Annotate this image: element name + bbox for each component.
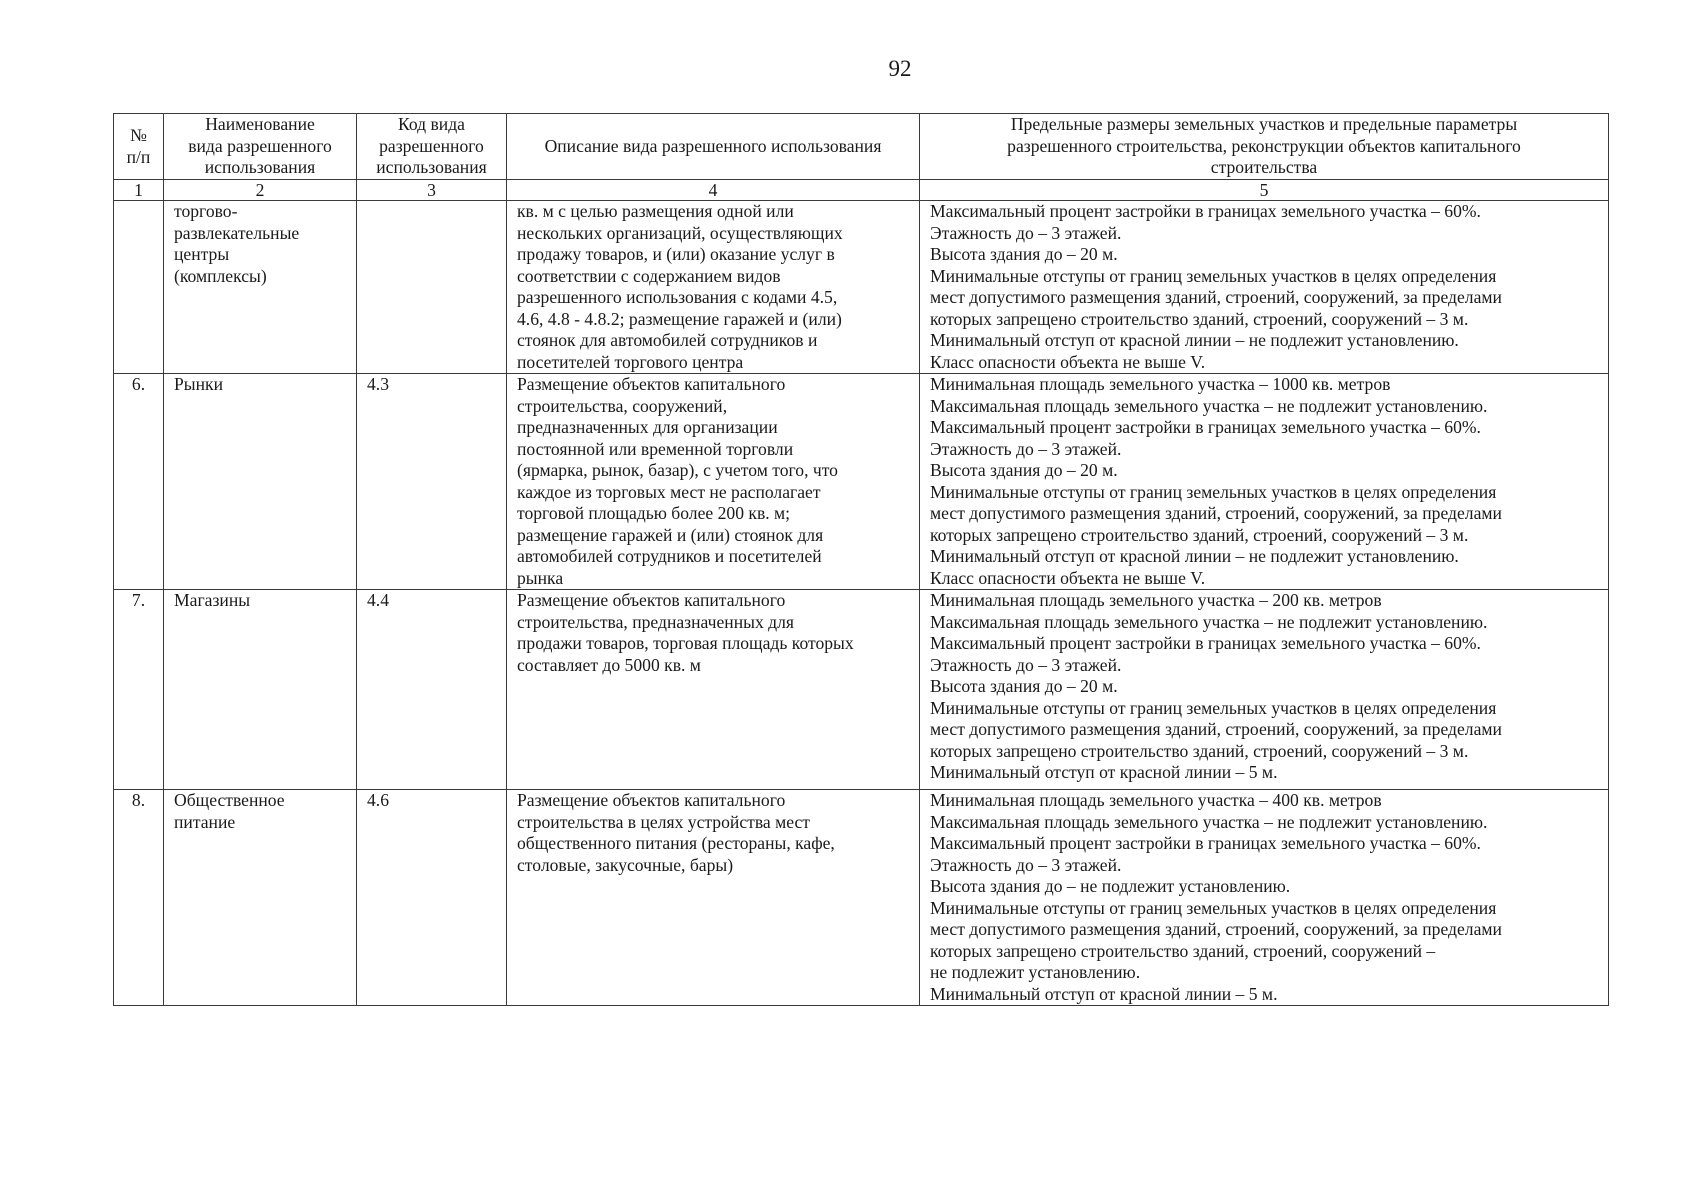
use-type-description: Размещение объектов капитального строительства, сооружений, предназначенных для организации постоянной или временной торговли (ярмарка, рынок, базар), с учетом того, что каждое из торговых мест не располагает торговой площадью более 200 кв. м; размещение гаражей и (или) стоянок для автомобилей сотрудников и посетителей рынка	[507, 374, 920, 590]
land-use-table	[113, 113, 1609, 1006]
limit-parameters: Максимальный процент застройки в границах земельного участка – 60%. Этажность до – 3 этажей. Высота здания до – 20 м. Минимальные отступы от границ земельных участков в целях определения мест допустимого размещения зданий, строений, сооружений, за пределами которых запрещено строительство зданий, строений, сооружений – 3 м. Минимальный отступ от красной линии – не подлежит установлению. Класс опасности объекта не выше V.	[920, 201, 1609, 374]
row-number: 6.	[114, 374, 164, 590]
header-name: Наименование вида разрешенного использования	[164, 114, 357, 180]
limit-parameters: Минимальная площадь земельного участка – 400 кв. метров Максимальная площадь земельного участка – не подлежит установлению. Максимальный процент застройки в границах земельного участка – 60%. Этажность до – 3 этажей. Высота здания до – не подлежит установлению. Минимальные отступы от границ земельных участков в целях определения мест допустимого размещения зданий, строений, сооружений, за пределами которых запрещено строительство зданий, строений, сооружений – не подлежит установлению. Минимальный отступ от красной линии – 5 м.	[920, 790, 1609, 1006]
use-type-description: кв. м с целью размещения одной или нескольких организаций, осуществляющих продажу товаров, и (или) оказание услуг в соответствии с содержанием видов разрешенного использования с кодами 4.5, 4.6, 4.8 - 4.8.2; размещение гаражей и (или) стоянок для автомобилей сотрудников и посетителей торгового центра	[507, 201, 920, 374]
use-type-name: Магазины	[164, 590, 357, 790]
header-num: № п/п	[114, 114, 164, 180]
column-number: 1	[114, 180, 164, 201]
table-row	[114, 590, 1609, 790]
limit-parameters: Минимальная площадь земельного участка – 200 кв. метров Максимальная площадь земельного участка – не подлежит установлению. Максимальный процент застройки в границах земельного участка – 60%. Этажность до – 3 этажей. Высота здания до – 20 м. Минимальные отступы от границ земельных участков в целях определения мест допустимого размещения зданий, строений, сооружений, за пределами которых запрещено строительство зданий, строений, сооружений – 3 м. Минимальный отступ от красной линии – 5 м.	[920, 590, 1609, 790]
header-description: Описание вида разрешенного использования	[507, 114, 920, 180]
use-type-description: Размещение объектов капитального строительства, предназначенных для продажи товаров, торговая площадь которых составляет до 5000 кв. м	[507, 590, 920, 790]
column-number-row	[114, 180, 1609, 201]
use-type-name: Общественное питание	[164, 790, 357, 1006]
column-number: 4	[507, 180, 920, 201]
use-type-code: 4.6	[357, 790, 507, 1006]
use-type-name: Рынки	[164, 374, 357, 590]
use-type-name: торгово- развлекательные центры (комплексы)	[164, 201, 357, 374]
column-number: 3	[357, 180, 507, 201]
use-type-code	[357, 201, 507, 374]
column-number: 5	[920, 180, 1609, 201]
row-number: 8.	[114, 790, 164, 1006]
use-type-code: 4.3	[357, 374, 507, 590]
limit-parameters: Минимальная площадь земельного участка – 1000 кв. метров Максимальная площадь земельного участка – не подлежит установлению. Максимальный процент застройки в границах земельного участка – 60%. Этажность до – 3 этажей. Высота здания до – 20 м. Минимальные отступы от границ земельных участков в целях определения мест допустимого размещения зданий, строений, сооружений, за пределами которых запрещено строительство зданий, строений, сооружений – 3 м. Минимальный отступ от красной линии – не подлежит установлению. Класс опасности объекта не выше V.	[920, 374, 1609, 590]
row-number	[114, 201, 164, 374]
table-row	[114, 790, 1609, 1006]
table-row	[114, 374, 1609, 590]
use-type-description: Размещение объектов капитального строительства в целях устройства мест общественного питания (рестораны, кафе, столовые, закусочные, бары)	[507, 790, 920, 1006]
column-number: 2	[164, 180, 357, 201]
header-code: Код вида разрешенного использования	[357, 114, 507, 180]
table-row	[114, 201, 1609, 374]
page-number: 92	[888, 56, 912, 81]
use-type-code: 4.4	[357, 590, 507, 790]
row-number: 7.	[114, 590, 164, 790]
header-params: Предельные размеры земельных участков и предельные параметры разрешенного строительства, реконструкции объектов капитального строительства	[920, 114, 1609, 180]
header-row	[114, 114, 1609, 180]
